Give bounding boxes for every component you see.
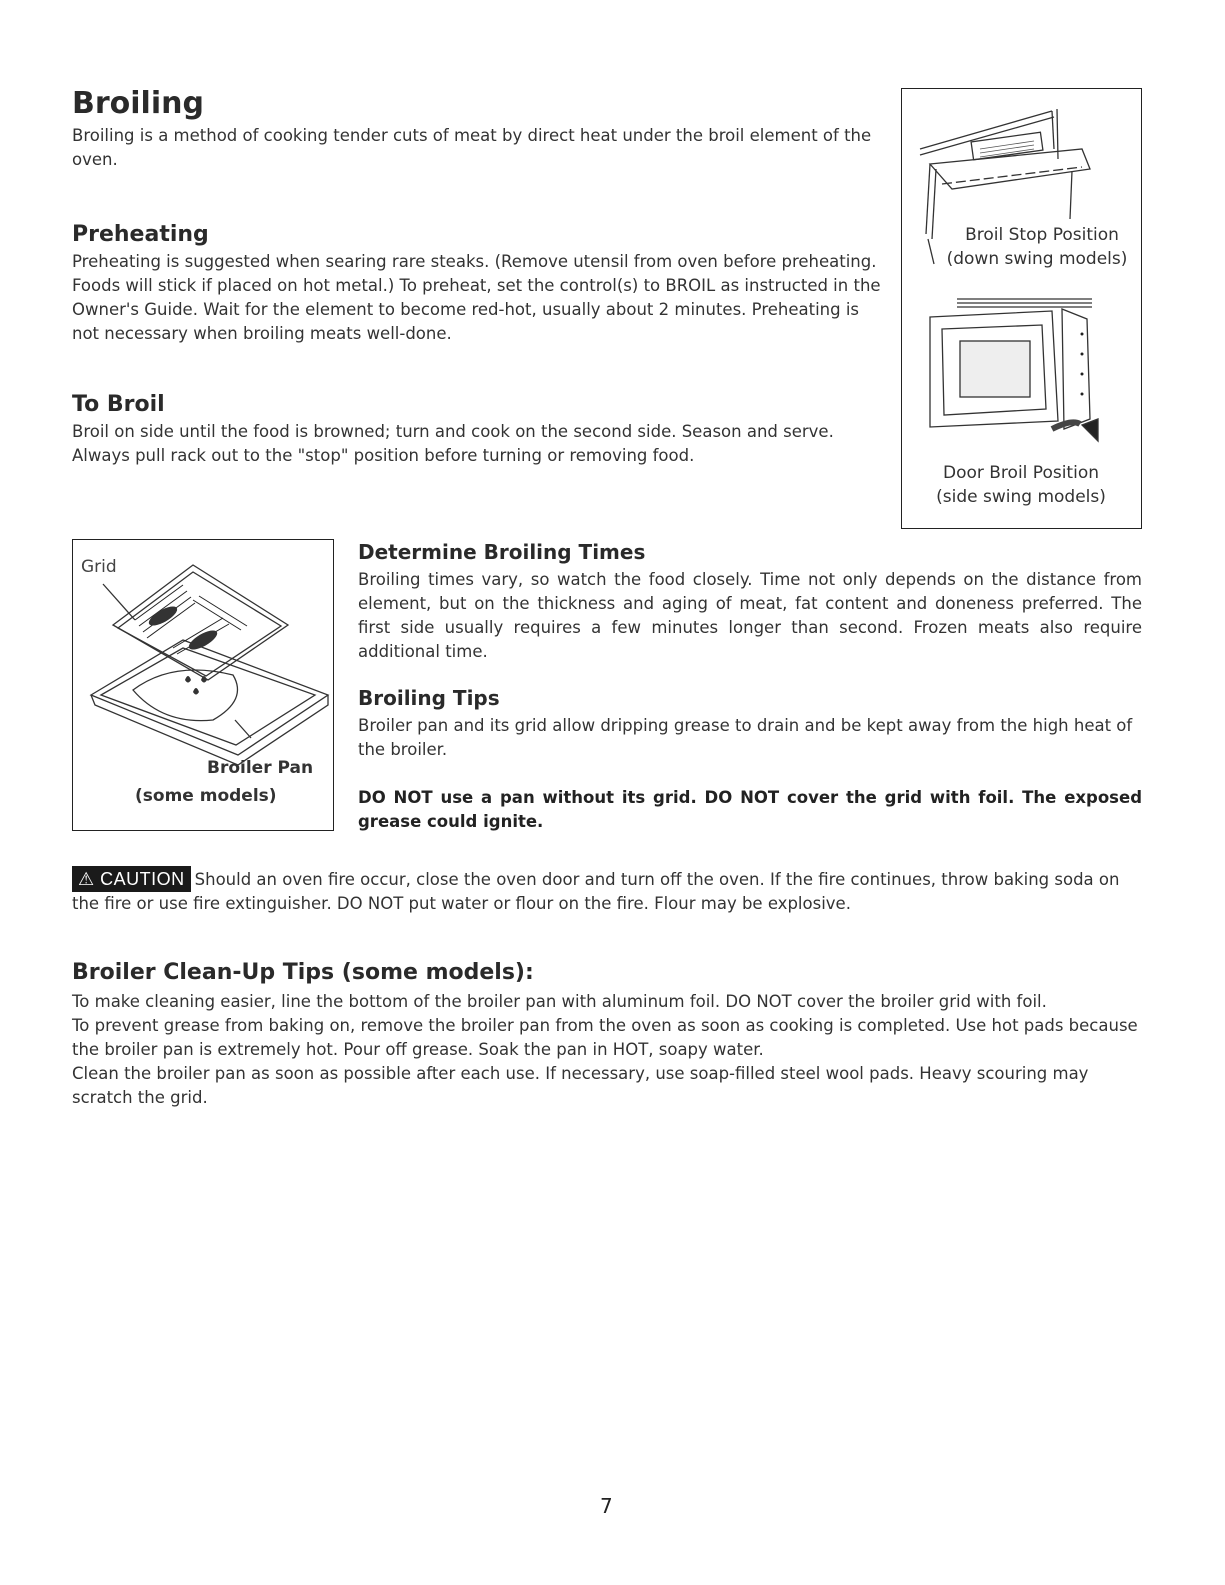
cleanup-p2: To prevent grease from baking on, remove the broiler pan from the oven as soon as cooking is completed. Use hot pads because the broiler pan is extremely hot. Pour off grease. Soak the pan in HOT, soapy water. — [72, 1016, 1138, 1059]
to-broil-heading: To Broil — [72, 392, 165, 417]
broil-stop-caption-line2: (down swing models) — [946, 249, 1128, 269]
caution-badge-label: CAUTION — [100, 869, 185, 889]
intro-text: Broiling is a method of cooking tender cuts of meat by direct heat under the broil element of the oven. — [72, 126, 872, 169]
broiler-pan-figure — [72, 539, 334, 831]
caution-text: Should an oven fire occur, close the oven door and turn off the oven. If the fire continues, throw baking soda on the fire or use fire extinguisher. DO NOT put water or flour on the fire. Flour may be explosive. — [72, 870, 1120, 913]
page-number: 7 — [600, 1494, 613, 1518]
preheating-heading: Preheating — [72, 222, 209, 247]
door-broil-caption-line2: (side swing models) — [936, 487, 1106, 507]
broiler-pan-note: (some models) — [135, 786, 277, 806]
grid-label: Grid — [81, 557, 117, 577]
page-title: Broiling — [72, 86, 204, 121]
broiling-times-heading: Determine Broiling Times — [358, 540, 646, 564]
cleanup-heading: Broiler Clean-Up Tips (some models): — [72, 960, 534, 985]
broiling-times-text: Broiling times vary, so watch the food closely. Time not only depends on the distance from element, but on the thickness and aging of meat, fat content and doneness preferred. The first side usually requires a few minutes longer than second. Frozen meats also require additional time. — [358, 570, 1142, 661]
cleanup-p3: Clean the broiler pan as soon as possible after each use. If necessary, use soap-filled steel wool pads. Heavy scouring may scratch the grid. — [72, 1064, 1089, 1107]
broiling-tips-text: Broiler pan and its grid allow dripping grease to drain and be kept away from the high heat of the broiler. — [358, 716, 1133, 759]
broil-stop-caption-line1: Broil Stop Position — [965, 225, 1119, 245]
broiling-tips-heading: Broiling Tips — [358, 686, 500, 710]
cleanup-p1: To make cleaning easier, line the bottom of the broiler pan with aluminum foil. DO NOT cover the broiler grid with foil. — [72, 992, 1047, 1011]
door-broil-caption-line1: Door Broil Position — [942, 463, 1099, 483]
caution-badge: ⚠ CAUTION — [72, 866, 191, 892]
preheating-text: Preheating is suggested when searing rare steaks. (Remove utensil from oven before preheating. Foods will stick if placed on hot metal.) To preheat, set the control(s) to BROIL as instructed in the Owner's Guide. Wait for the element to become red-hot, usually about 2 minutes. Preheating is not necessary when broiling meats well-done. — [72, 252, 881, 343]
broiler-pan-label: Broiler Pan — [207, 758, 314, 778]
oven-rack-figure — [901, 88, 1142, 529]
broiling-tips-warning: DO NOT use a pan without its grid. DO NOT cover the grid with foil. The exposed grease could ignite. — [358, 788, 1142, 831]
to-broil-text: Broil on side until the food is browned; turn and cook on the second side. Season and serve. Always pull rack out to the "stop" position before turning or removing food. — [72, 422, 834, 465]
caution-block — [72, 866, 1142, 916]
